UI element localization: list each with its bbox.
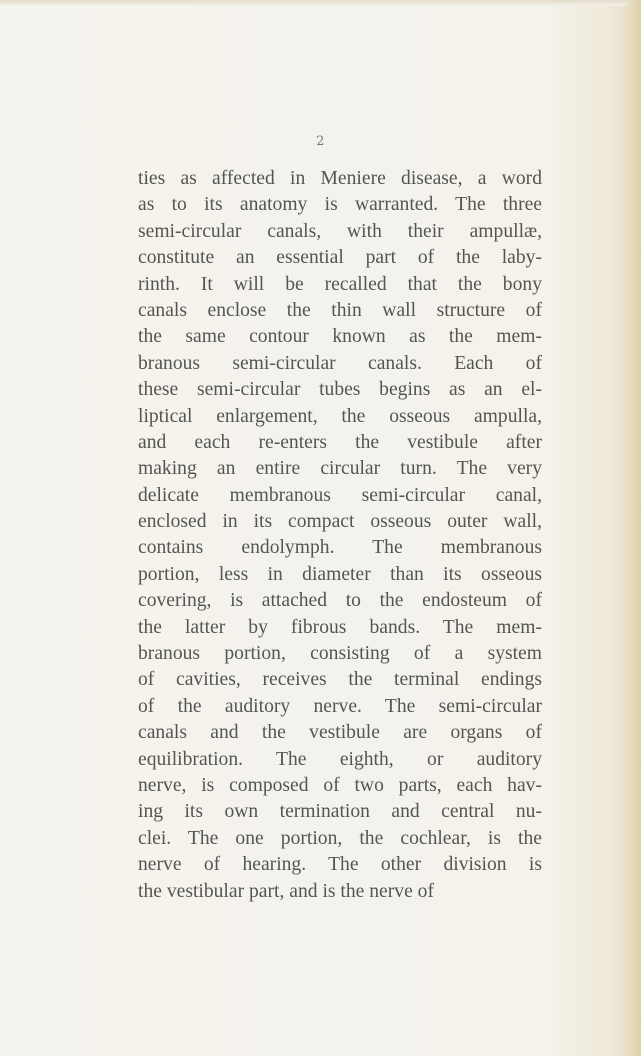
text-line: constitute an essential part of the laby- bbox=[138, 247, 542, 269]
text-line: enclosed in its compact osseous outer wall, bbox=[138, 511, 542, 533]
text-line: of the auditory nerve. The semi-circular bbox=[138, 695, 542, 717]
text-line: semi-circular canals, with their ampullæ, bbox=[138, 220, 542, 242]
text-line: the vestibular part, and is the nerve of bbox=[138, 880, 434, 902]
text-line: equilibration. The eighth, or auditory bbox=[138, 748, 542, 770]
text-line: the same contour known as the mem- bbox=[138, 326, 542, 348]
text-line: portion, less in diameter than its osseous bbox=[138, 563, 542, 585]
page-number: 2 bbox=[316, 134, 325, 149]
text-line: making an entire circular turn. The very bbox=[138, 458, 542, 480]
text-line: liptical enlargement, the osseous ampulla, bbox=[138, 405, 542, 427]
text-line: contains endolymph. The membranous bbox=[138, 537, 542, 559]
text-line: delicate membranous semi-circular canal, bbox=[138, 484, 542, 506]
text-line: canals and the vestibule are organs of bbox=[138, 722, 542, 744]
page-top-edge bbox=[0, 0, 641, 6]
body-text bbox=[138, 166, 542, 905]
text-line: nerve of hearing. The other division is bbox=[138, 854, 542, 876]
text-line: branous semi-circular canals. Each of bbox=[138, 352, 542, 374]
text-line: of cavities, receives the terminal endings bbox=[138, 669, 542, 691]
page-right-edge bbox=[623, 0, 641, 1056]
text-line: nerve, is composed of two parts, each hav- bbox=[138, 774, 542, 796]
text-line: ties as affected in Meniere disease, a word bbox=[138, 168, 542, 189]
text-line: these semi-circular tubes begins as an el- bbox=[138, 379, 542, 401]
text-line: and each re-enters the vestibule after bbox=[138, 431, 542, 453]
text-line: rinth. It will be recalled that the bony bbox=[138, 273, 542, 295]
text-line: clei. The one portion, the cochlear, is the bbox=[138, 827, 542, 849]
text-line: the latter by fibrous bands. The mem- bbox=[138, 616, 542, 638]
text-line: as to its anatomy is warranted. The three bbox=[138, 194, 542, 216]
text-line: ing its own termination and central nu- bbox=[138, 801, 542, 823]
text-line: branous portion, consisting of a system bbox=[138, 643, 542, 665]
text-line: covering, is attached to the endosteum of bbox=[138, 590, 542, 612]
text-line: canals enclose the thin wall structure of bbox=[138, 299, 542, 321]
